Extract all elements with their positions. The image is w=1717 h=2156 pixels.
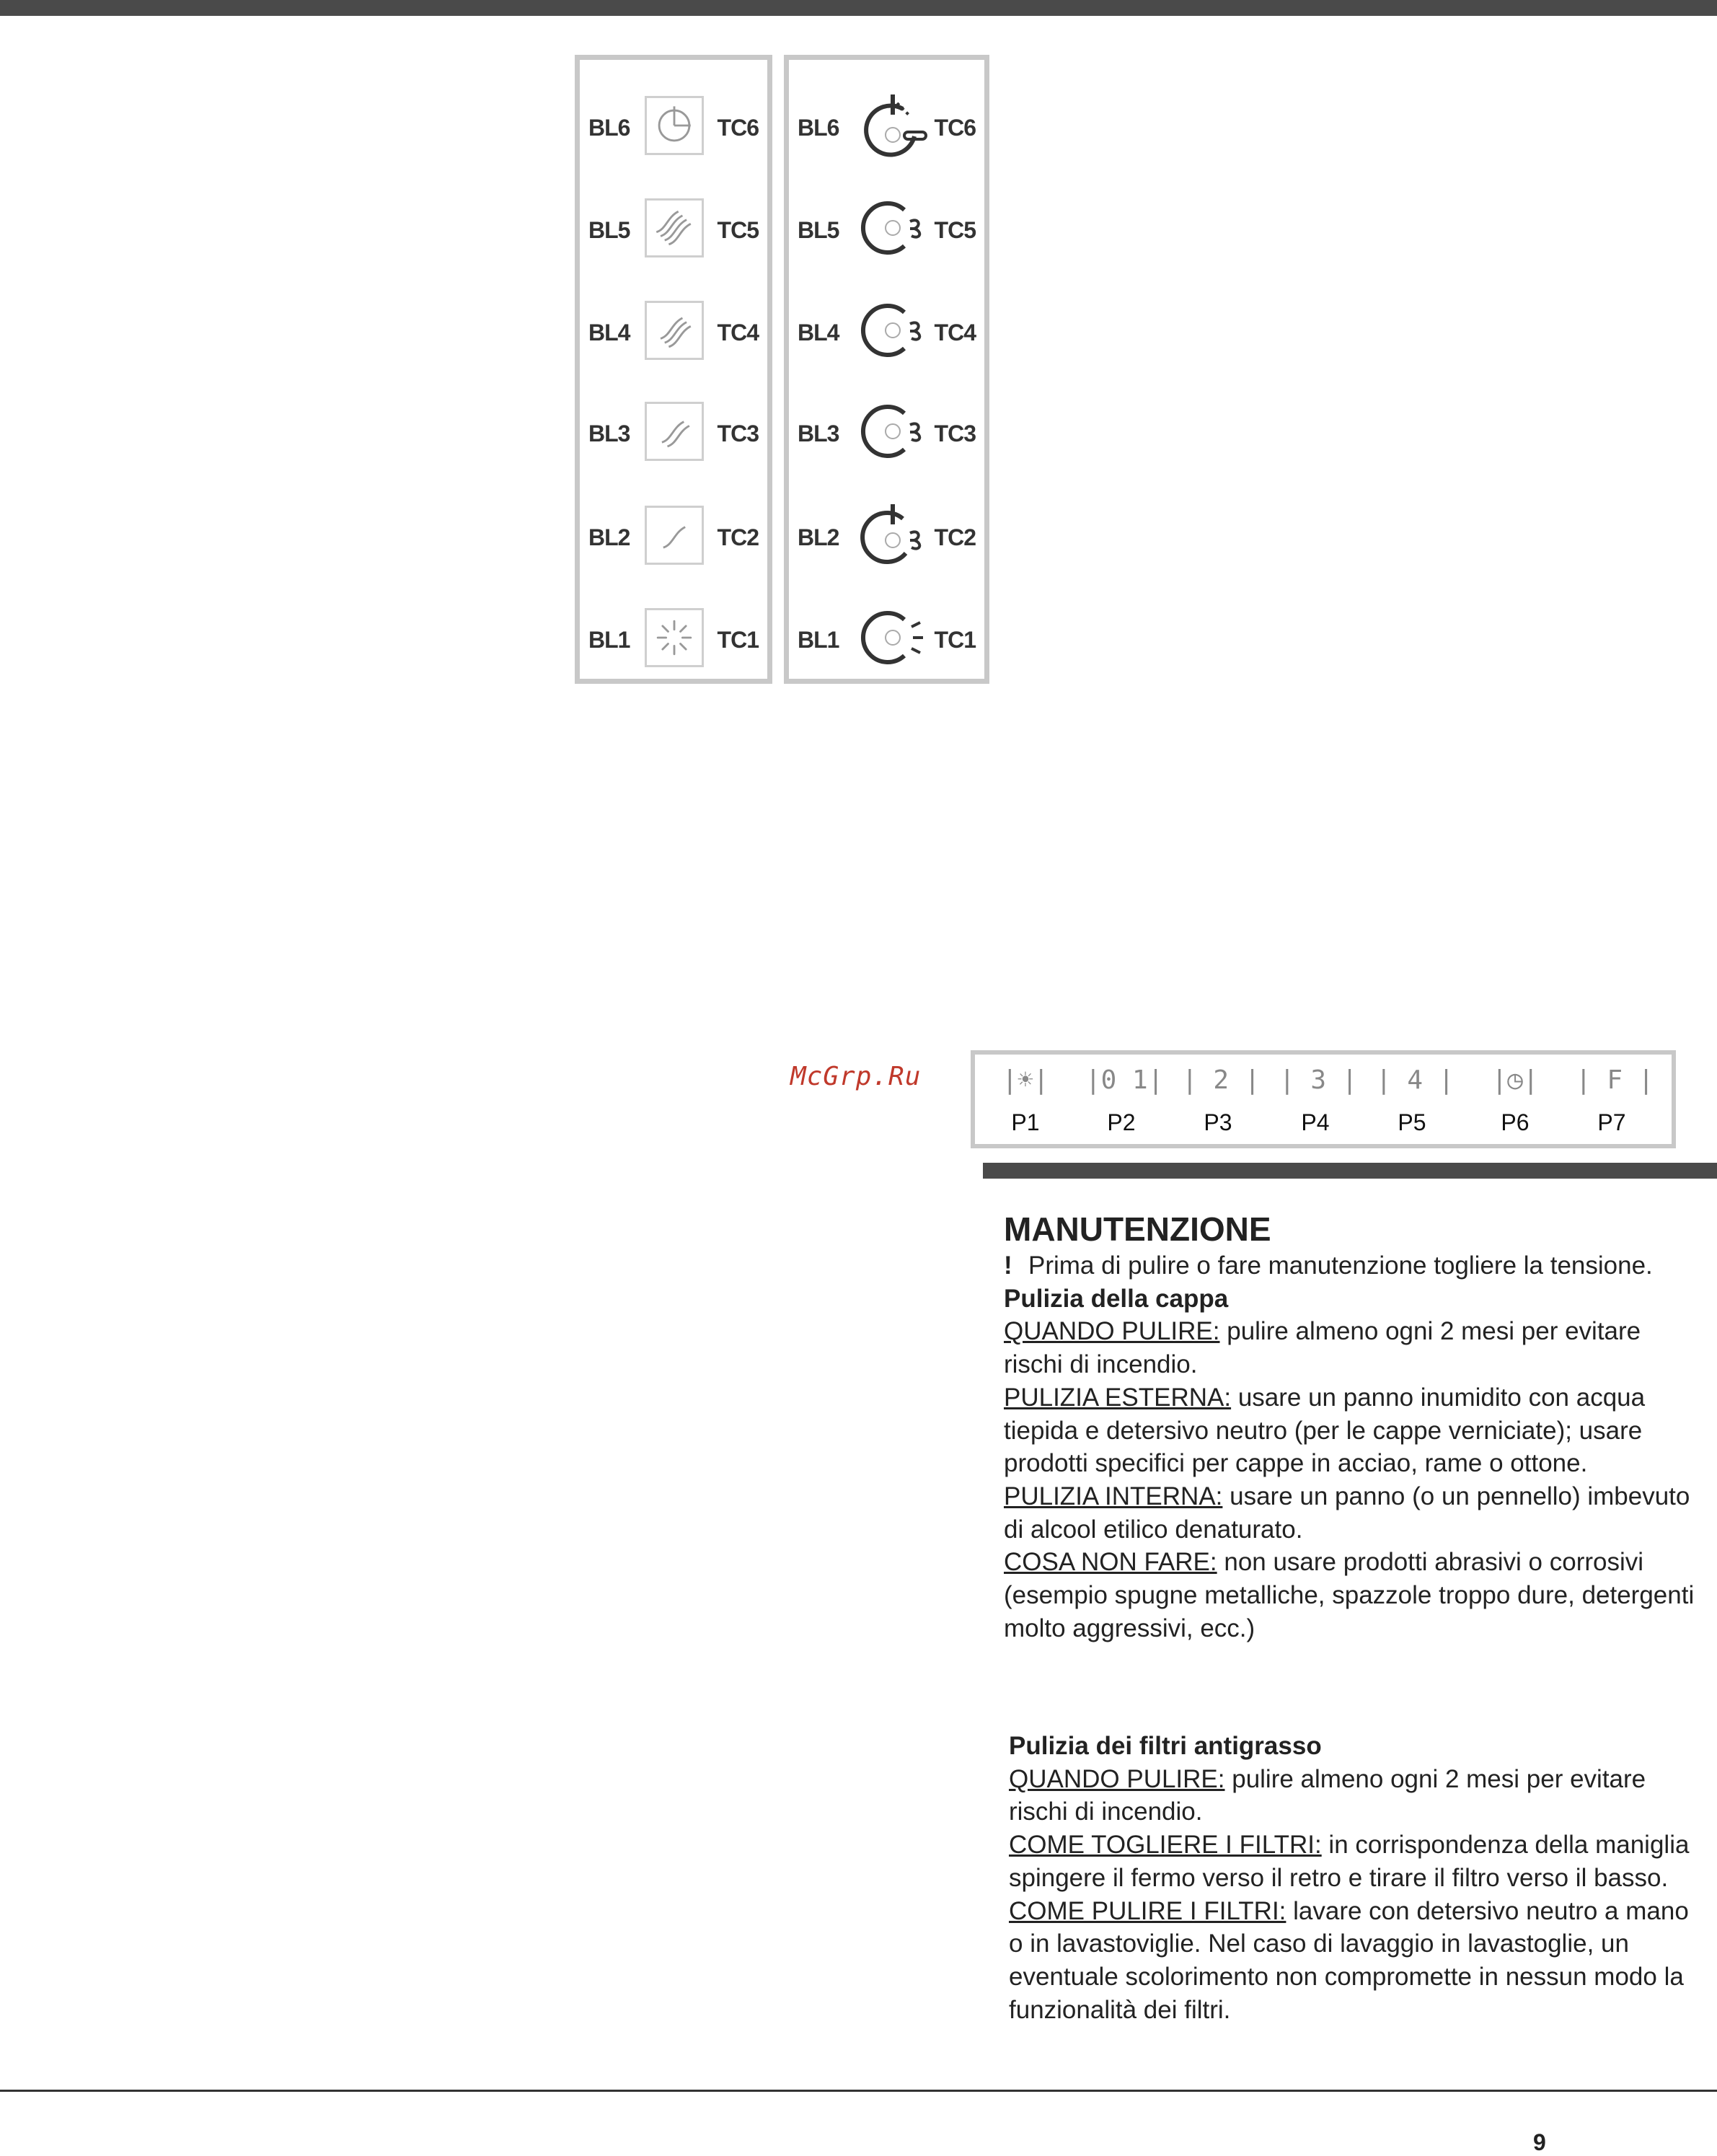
panel-row bbox=[789, 188, 984, 268]
tc-label: TC3 bbox=[934, 421, 976, 446]
page-number: 9 bbox=[1533, 2129, 1546, 2155]
tc-label: TC2 bbox=[934, 524, 976, 550]
push-button-label: P1 bbox=[1011, 1109, 1040, 1135]
bl-label: BL1 bbox=[798, 627, 839, 653]
power-fan-icon[interactable] bbox=[852, 496, 936, 575]
tc-label: TC5 bbox=[717, 217, 759, 243]
push-button-label: P6 bbox=[1501, 1109, 1530, 1135]
push-button-label: P7 bbox=[1597, 1109, 1626, 1135]
light-icon[interactable] bbox=[645, 608, 704, 667]
tc-label: TC6 bbox=[717, 115, 759, 141]
speed-2-icon[interactable] bbox=[645, 301, 704, 360]
tc-label: TC1 bbox=[934, 627, 976, 653]
warning-mark: ! bbox=[1004, 1251, 1012, 1280]
filters-when-paragraph bbox=[1009, 1763, 1695, 1829]
maintenance-section bbox=[1004, 1209, 1696, 1645]
tc-label: TC6 bbox=[934, 115, 976, 141]
push-button-p6[interactable] bbox=[1479, 1063, 1551, 1136]
hood-external-text: usare un panno inumidito con acqua tiepida e detersivo neutro (per le cappe verniciate); usare prodotti specifici per cappe in acciao, rame o ottone. bbox=[1004, 1383, 1646, 1478]
bl-label: BL4 bbox=[588, 320, 630, 346]
panel-row bbox=[580, 291, 767, 370]
filters-section bbox=[1009, 1730, 1695, 2026]
hood-external-label: PULIZIA ESTERNA: bbox=[1004, 1383, 1232, 1412]
fan-icon[interactable] bbox=[852, 291, 936, 370]
filters-clean-text: lavare con detersivo neutro a mano o in lavastoviglie. Nel caso di lavaggio in lavastoglie, un eventuale scolorimento non compromette in nessun modo la funzionalità dei filtri. bbox=[1009, 1896, 1689, 2024]
push-button-label: P3 bbox=[1204, 1109, 1232, 1135]
hood-internal-paragraph bbox=[1004, 1480, 1696, 1546]
fan-icon[interactable] bbox=[852, 188, 936, 268]
hood-external-paragraph bbox=[1004, 1381, 1696, 1480]
warning-note bbox=[1004, 1249, 1696, 1282]
bl-label: BL6 bbox=[588, 115, 630, 141]
panel-row bbox=[580, 392, 767, 471]
hood-dont-label: COSA NON FARE: bbox=[1004, 1548, 1217, 1577]
hood-internal-label: PULIZIA INTERNA: bbox=[1004, 1482, 1223, 1510]
speed-4-icon: | 4 | bbox=[1376, 1065, 1455, 1095]
fan-icon[interactable] bbox=[852, 392, 936, 471]
push-button-p1[interactable] bbox=[989, 1063, 1061, 1136]
panel-row bbox=[580, 86, 767, 165]
filters-clean-paragraph bbox=[1009, 1895, 1695, 2027]
bl-label: BL1 bbox=[588, 627, 630, 653]
control-panel-square-buttons bbox=[575, 55, 772, 684]
filters-when-label: QUANDO PULIRE: bbox=[1009, 1764, 1225, 1793]
tc-label: TC4 bbox=[717, 320, 759, 346]
power-timer-icon[interactable] bbox=[852, 86, 936, 165]
push-button-label: P2 bbox=[1107, 1109, 1136, 1135]
hood-cleaning-heading: Pulizia della cappa bbox=[1004, 1284, 1229, 1313]
section-title: MANUTENZIONE bbox=[1004, 1210, 1271, 1248]
filters-remove-text: in corrispondenza della maniglia spingere il fermo verso il retro e tirare il filtro verso il basso. bbox=[1009, 1831, 1690, 1892]
bl-label: BL3 bbox=[588, 421, 630, 446]
panel-row bbox=[789, 496, 984, 575]
push-button-panel bbox=[971, 1050, 1676, 1148]
filter-icon: | F | bbox=[1576, 1065, 1654, 1095]
section-divider-bar bbox=[983, 1163, 1717, 1179]
bl-label: BL4 bbox=[798, 320, 839, 346]
hood-when-text: pulire almeno ogni 2 mesi per evitare rischi di incendio. bbox=[1004, 1317, 1641, 1379]
speed-3-icon[interactable] bbox=[645, 198, 704, 258]
bl-label: BL6 bbox=[798, 115, 839, 141]
light-icon: |☀| bbox=[1002, 1065, 1049, 1095]
hood-dont-text: non usare prodotti abrasivi o corrosivi (esempio spugne metalliche, spazzole troppo dure, detergenti molto aggressivi, ecc.) bbox=[1004, 1548, 1695, 1642]
speed-0-icon[interactable] bbox=[645, 506, 704, 565]
push-button-p4[interactable] bbox=[1279, 1063, 1358, 1136]
hood-when-paragraph bbox=[1004, 1315, 1696, 1381]
control-panel-round-buttons bbox=[784, 55, 989, 684]
power-icon[interactable] bbox=[645, 96, 704, 155]
tc-label: TC1 bbox=[717, 627, 759, 653]
push-button-p7[interactable] bbox=[1576, 1063, 1654, 1136]
tc-label: TC5 bbox=[934, 217, 976, 243]
timer-icon: |◷| bbox=[1491, 1065, 1539, 1095]
light-icon[interactable] bbox=[852, 598, 936, 677]
bl-label: BL3 bbox=[798, 421, 839, 446]
speed-2-icon: | 2 | bbox=[1182, 1065, 1261, 1095]
panel-row bbox=[789, 86, 984, 165]
tc-label: TC4 bbox=[934, 320, 976, 346]
speed-1-icon[interactable] bbox=[645, 402, 704, 461]
filters-when-text: pulire almeno ogni 2 mesi per evitare rischi di incendio. bbox=[1009, 1764, 1646, 1826]
top-bar bbox=[0, 0, 1717, 16]
filters-remove-label: COME TOGLIERE I FILTRI: bbox=[1009, 1831, 1322, 1860]
panel-row bbox=[580, 496, 767, 575]
panel-row bbox=[789, 392, 984, 471]
push-button-label: P4 bbox=[1301, 1109, 1330, 1135]
watermark: McGrp.Ru bbox=[790, 1062, 922, 1091]
push-button-p2[interactable] bbox=[1085, 1063, 1164, 1136]
hood-dont-paragraph bbox=[1004, 1546, 1696, 1645]
bl-label: BL5 bbox=[588, 217, 630, 243]
speed-3-icon: | 3 | bbox=[1279, 1065, 1358, 1095]
push-button-p5[interactable] bbox=[1376, 1063, 1455, 1136]
filters-clean-label: COME PULIRE I FILTRI: bbox=[1009, 1896, 1286, 1925]
hood-internal-text: usare un panno (o un pennello) imbevuto di alcool etilico denaturato. bbox=[1004, 1482, 1690, 1544]
on-off-icon: |0 1| bbox=[1085, 1065, 1164, 1095]
footer-rule bbox=[0, 2090, 1717, 2092]
push-button-p3[interactable] bbox=[1182, 1063, 1261, 1136]
filters-remove-paragraph bbox=[1009, 1829, 1695, 1894]
tc-label: TC2 bbox=[717, 524, 759, 550]
filters-cleaning-heading: Pulizia dei filtri antigrasso bbox=[1009, 1732, 1322, 1760]
panel-row bbox=[789, 598, 984, 677]
push-button-label: P5 bbox=[1398, 1109, 1426, 1135]
bl-label: BL5 bbox=[798, 217, 839, 243]
bl-label: BL2 bbox=[798, 524, 839, 550]
warning-text: Prima di pulire o fare manutenzione togliere la tensione. bbox=[1028, 1251, 1653, 1280]
bl-label: BL2 bbox=[588, 524, 630, 550]
panel-row bbox=[580, 188, 767, 268]
panel-row bbox=[789, 291, 984, 370]
hood-when-label: QUANDO PULIRE: bbox=[1004, 1317, 1220, 1346]
tc-label: TC3 bbox=[717, 421, 759, 446]
panel-row bbox=[580, 598, 767, 677]
